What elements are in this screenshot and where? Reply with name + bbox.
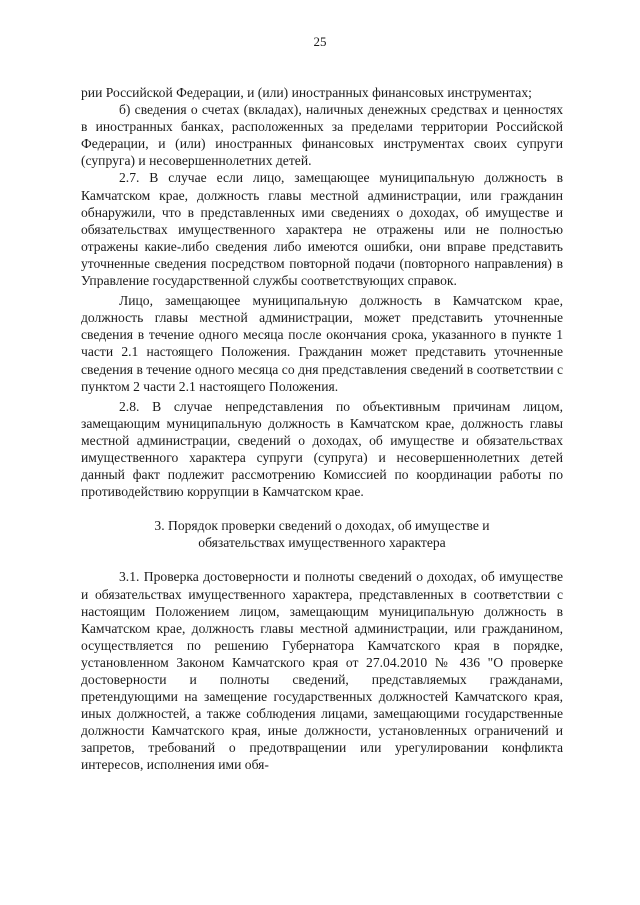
paragraph-continuation: рии Российской Федерации, и (или) иностранных финансовых инструментах; [81,85,532,100]
page-number: 25 [313,34,327,49]
section-heading [81,517,563,551]
paragraph-2-7-continued: Лицо, замещающее муниципальную должность в Камчатском крае, должность главы местной администрации, может представить уточненные сведения в течение одного месяца после окончания срока, указанного в пункте 1 части 2.1 настоящего Положения. Гражданин может представить уточненные сведения в течение одного месяца со дня представления сведений в соответствии с пунктом 2 части 2.1 настоящего Положения. [81,293,563,394]
paragraph-2-8: 2.8. В случае непредставления по объективным причинам лицом, замещающим муниципальную должность в Камчатском крае, должность главы местной администрации, сведений о доходах, об имуществе и обязательствах имущественного характера супруги (супруга) и несовершеннолетних детей данный факт подлежит рассмотрению Комиссией по координации работы по противодействию коррупции в Камчатском крае. [81,398,563,500]
paragraph-2-7: 2.7. В случае если лицо, замещающее муниципальную должность в Камчатском крае, должность главы местной администрации, или гражданин обнаружили, что в представленных ими сведениях о доходах, об имуществе и обязательствах имущественного характера не отражены или не полностью отражены какие-либо сведения либо имеются ошибки, они вправе представить уточненные сведения посредством повторной подачи (повторного направления) в Управление государственной службы соответствующих справок. [81,170,563,289]
document-body [81,84,563,774]
section-heading-line-2: обязательствах имущественного характера [198,535,446,551]
paragraph-3-1: 3.1. Проверка достоверности и полноты сведений о доходах, об имуществе и обязательствах имущественного характера, представленных в соответствии с настоящим Положением лицом, замещающим муниципальную должность в Камчатском крае, должность главы местной администрации, или гражданином, осуществляется по решению Губернатора Камчатского края в порядке, установленном Законом Камчатского края от 27.04.2010 № 436 "О проверке достоверности и полноты сведений, представляемых гражданами, претендующими на замещение государственных должностей Камчатского края, иных должностей, а также соблюдения лицами, замещающими государственные должности Камчатского края, иные должности, установленных ограничений и запретов, требований о предотвращении или урегулировании конфликта интересов, исполнения ими обя- [81,569,563,773]
paragraph-item-b: б) сведения о счетах (вкладах), наличных денежных средствах и ценностях в иностранных банках, расположенных за пределами территории Российской Федерации, и (или) иностранных финансовых инструментах своих супруги (супруга) и несовершеннолетних детей. [81,102,563,169]
section-heading-line-1: 3. Порядок проверки сведений о доходах, об имуществе и [154,518,490,534]
